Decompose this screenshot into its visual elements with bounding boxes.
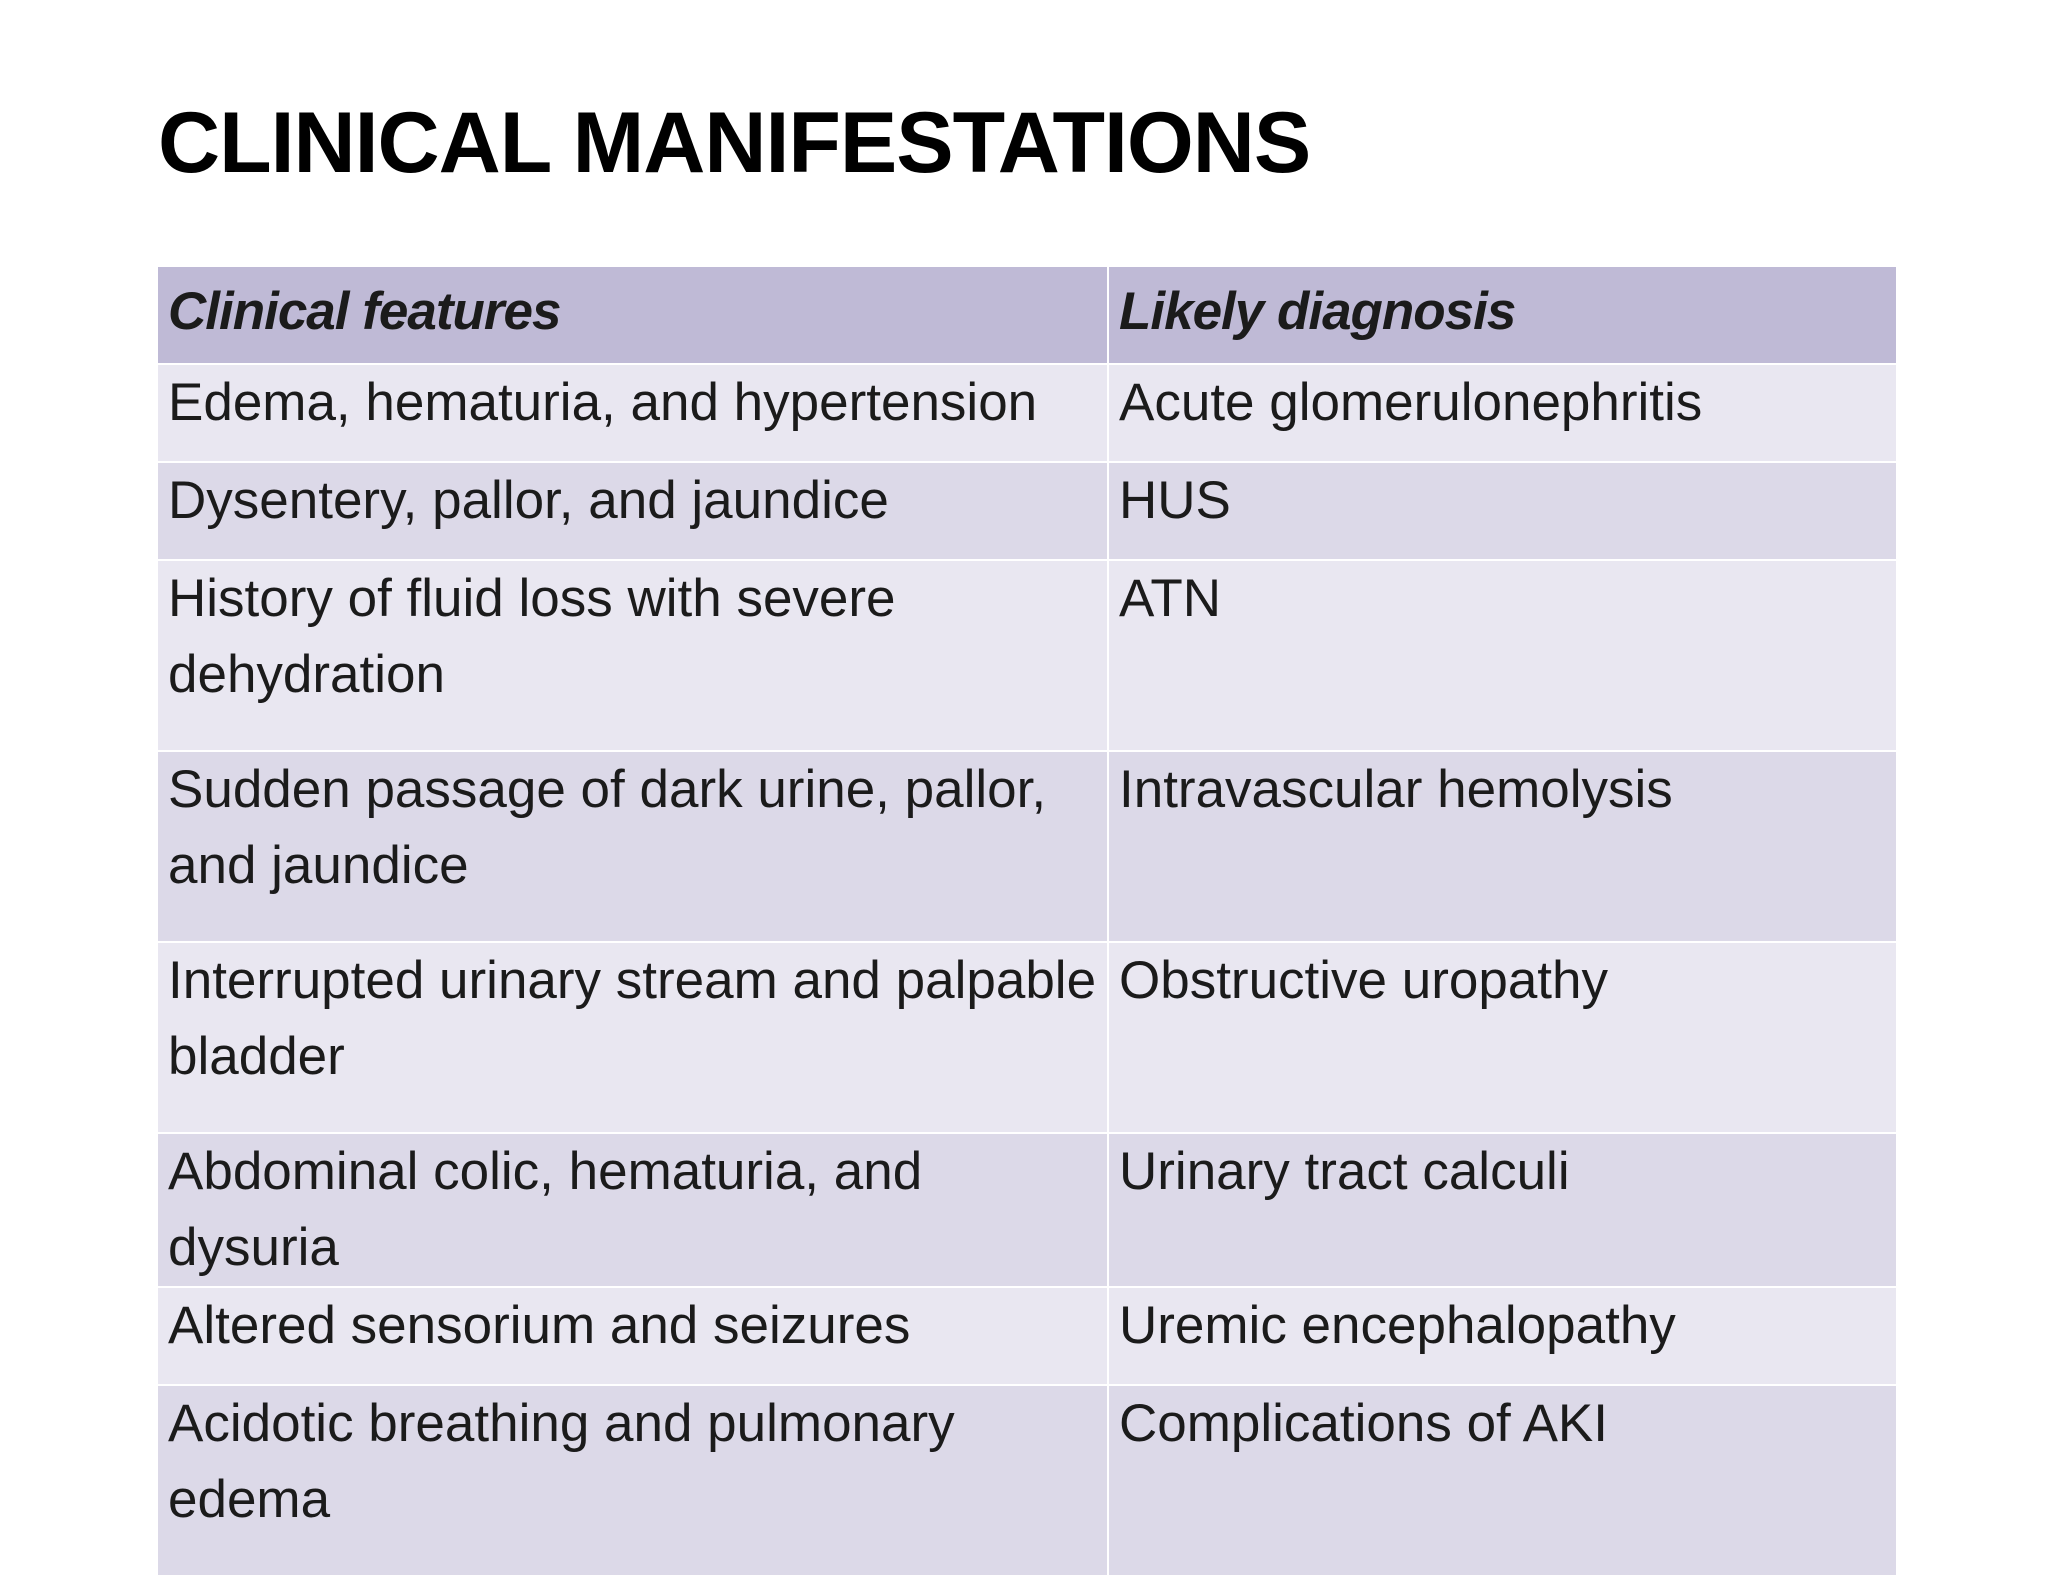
diagnosis-cell: HUS: [1108, 462, 1897, 560]
feature-cell: History of fluid loss with severe dehydration: [157, 560, 1108, 751]
column-header-clinical-features: Clinical features: [157, 266, 1108, 364]
feature-cell: Interrupted urinary stream and palpable bladder: [157, 942, 1108, 1133]
table-row: [157, 462, 1897, 560]
table-row: [157, 560, 1897, 751]
table-row: [157, 942, 1897, 1133]
feature-cell: Altered sensorium and seizures: [157, 1287, 1108, 1385]
diagnosis-cell: Uremic encephalopathy: [1108, 1287, 1897, 1385]
diagnosis-cell: Obstructive uropathy: [1108, 942, 1897, 1133]
diagnosis-cell: Urinary tract calculi: [1108, 1133, 1897, 1287]
diagnosis-cell: Acute glomerulonephritis: [1108, 364, 1897, 462]
feature-cell: Dysentery, pallor, and jaundice: [157, 462, 1108, 560]
table-row: [157, 1287, 1897, 1385]
table-row: [157, 364, 1897, 462]
feature-cell: Acidotic breathing and pulmonary edema: [157, 1385, 1108, 1576]
feature-cell: Abdominal colic, hematuria, and dysuria: [157, 1133, 1108, 1287]
table-row: [157, 1385, 1897, 1576]
feature-cell: Edema, hematuria, and hypertension: [157, 364, 1108, 462]
diagnosis-cell: Intravascular hemolysis: [1108, 751, 1897, 942]
column-header-likely-diagnosis: Likely diagnosis: [1108, 266, 1897, 364]
diagnosis-cell: ATN: [1108, 560, 1897, 751]
table-row: [157, 1133, 1897, 1287]
diagnosis-cell: Complications of AKI: [1108, 1385, 1897, 1576]
table-row: [157, 751, 1897, 942]
feature-cell: Sudden passage of dark urine, pallor, and jaundice: [157, 751, 1108, 942]
clinical-manifestations-table: [156, 265, 1898, 1577]
table-header-row: [157, 266, 1897, 364]
slide-title: CLINICAL MANIFESTATIONS: [158, 95, 1311, 191]
